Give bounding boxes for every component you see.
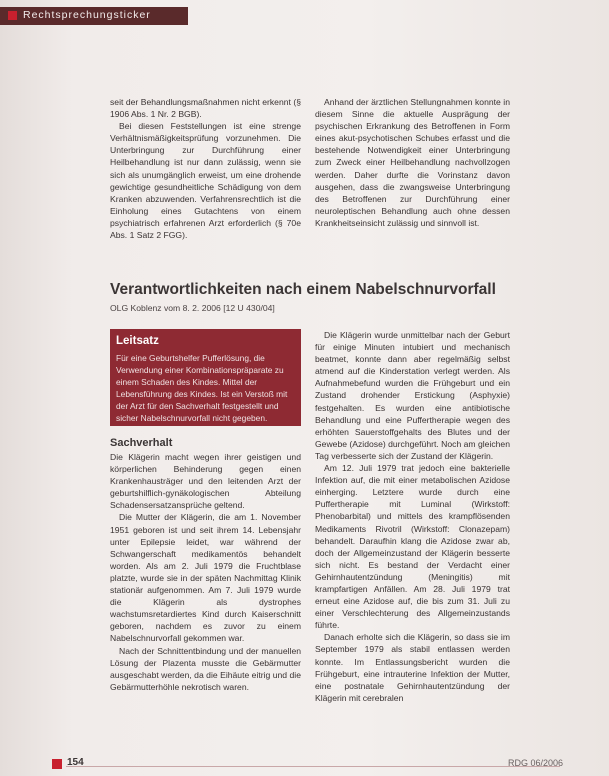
leitsatz-title: Leitsatz	[116, 335, 159, 347]
sachverhalt-column	[110, 451, 301, 693]
article-title: Verantwortlichkeiten nach einem Nabelschnurvorfall	[110, 281, 496, 298]
paragraph: Danach erholte sich die Klägerin, so dass sie im September 1979 als stabil entlassen werden konnte. Im Entlassungsbericht wurden die Frühgeburt, eine intrauterine Infektion der Mutter, eine postnatale Gehirnhautentzündung der Klägerin mit cerebralen	[315, 632, 510, 703]
footer-divider	[66, 766, 560, 767]
paragraph: Anhand der ärztlichen Stellungnahmen konnte in diesem Sinne die aktuelle Ausprägung der psychischen Erkrankung des Betroffenen in Form eines akut-psychotischen Schubes erfasst und die bestehende Notwendigkeit einer Unterbringung zum Zweck einer Heilbehandlung nachvollzogen werden. Daher durfte die Vorinstanz davon ausgehen, dass die zwangsweise Unterbringung des Betroffenen zur Durchführung einer neuroleptischen Behandlung auch ohne dessen Krankheitseinsicht zulässig und sinnvoll ist.	[315, 97, 510, 228]
paragraph: Bei diesen Feststellungen ist eine strenge Verhältnismäßigkeitsprüfung vorzunehmen. Die Unterbringung zur Durchführung einer Heilbehandlung ist nur dann zulässig, wenn sie sich als unumgänglich erweist, um eine drohende gewichtige gesundheitliche Schädigung von dem Kranken abzuwenden. Verfahrensrechtlich ist die Einholung eines Gutachtens von einem psychiatrisch erfahrenen Arzt erforderlich (§ 70e Abs. 1 Satz 2 FGG).	[110, 121, 301, 241]
section-header	[0, 7, 188, 25]
page-number: 154	[67, 757, 84, 768]
right-body-column	[315, 329, 510, 704]
top-right-column	[315, 96, 510, 229]
top-left-column	[110, 96, 301, 241]
footer-marker	[52, 759, 62, 769]
header-marker	[8, 11, 17, 20]
paragraph: Nach der Schnittentbindung und der manuellen Lösung der Plazenta musste die Gebärmutter ausgeschabt werden, da die Eihäute eitrig und die Gebärmutterhöhle nekrotisch waren.	[110, 645, 301, 692]
paragraph: Die Klägerin wurde unmittelbar nach der Geburt für einige Minuten intubiert und mechanisch beatmet, konnte dann aber regelmäßig selbst atmend auf die Kinderstation verlegt werden. Als Aufnahmebefund wurden die Frühgeburt und ein Zustand drohender Erstickung (Asphyxie) festgehalten. Es wurden eine antibiotische Behandlung und eine Puffertherapie wegen des erhöhten Sauerstoffgehalts des Blutes und der Gewebe (Azidose) durchgeführt. Noch am gleichen Tag verbesserte sich der Zustand der Klägerin.	[315, 330, 510, 461]
paragraph: seit der Behandlungsmaßnahmen nicht erkennt (§ 1906 Abs. 1 Nr. 2 BGB).	[110, 97, 301, 120]
leitsatz-text: Für eine Geburtshelfer Pufferlösung, die Verwendung einer Kombinationspräparate zu einem Schaden des Kindes. Mittel der Lebensführung des Kindes. Ist ein Verstoß mit der Arzt für den Sachverhalt festgestellt und sicher Nabelschnurvorfall nicht gegeben.	[116, 353, 288, 423]
article-citation: OLG Koblenz vom 8. 2. 2006 [12 U 430/04]	[110, 303, 275, 313]
sachverhalt-heading: Sachverhalt	[110, 437, 173, 449]
paragraph: Die Mutter der Klägerin, die am 1. November 1951 geboren ist und seit ihrem 14. Lebensjahr unter Epilepsie leidet, war während der Schwangerschaft medikamentös behandelt worden. Als am 2. Juli 1979 die Fruchtblase platzte, wurde sie in der späten Nachmittag Klinik stationär aufgenommen. Am 7. Juli 1979 wurde die Klägerin als dystrophes wachstumsretardiertes Kind durch Kaiserschnitt geboren, nachdem es zuvor zu einem Nabelschnurvorfall gekommen war.	[110, 512, 301, 644]
journal-issue: RDG 06/2006	[508, 758, 564, 768]
leitsatz-box	[110, 329, 301, 426]
paragraph: Die Klägerin macht wegen ihrer geistigen und körperlichen Behinderung gegen einen Krankenhausträger und den leitenden Arzt der geburtshilflich-gynäkologischen Abteilung Schadensersatzansprüche geltend.	[110, 452, 301, 511]
section-header-title: Rechtsprechungsticker	[23, 9, 151, 21]
paragraph: Am 12. Juli 1979 trat jedoch eine bakterielle Infektion auf, die mit einer metabolischen Azidose einherging. Letztere wurde durch eine Puffertherapie mit Luminal (Wirkstoff: Phenobarbital) und mittels des krampflösenden Medikaments Rivotril (Wirkstoff: Clonazepam) behandelt. Daraufhin klang die Azidose zwar ab, doch der Allgemeinzustand der Klägerin besserte sich nicht. Es bestand der Verdacht einer Gehirnhautentzündung (Meningitis) mit krampfartigen Anfällen. Am 28. Juli 1979 trat erneut eine Azidose auf, die bis zum 31. Juli zu einer Verschlechterung des Allgemeinzustands führte.	[315, 463, 510, 631]
